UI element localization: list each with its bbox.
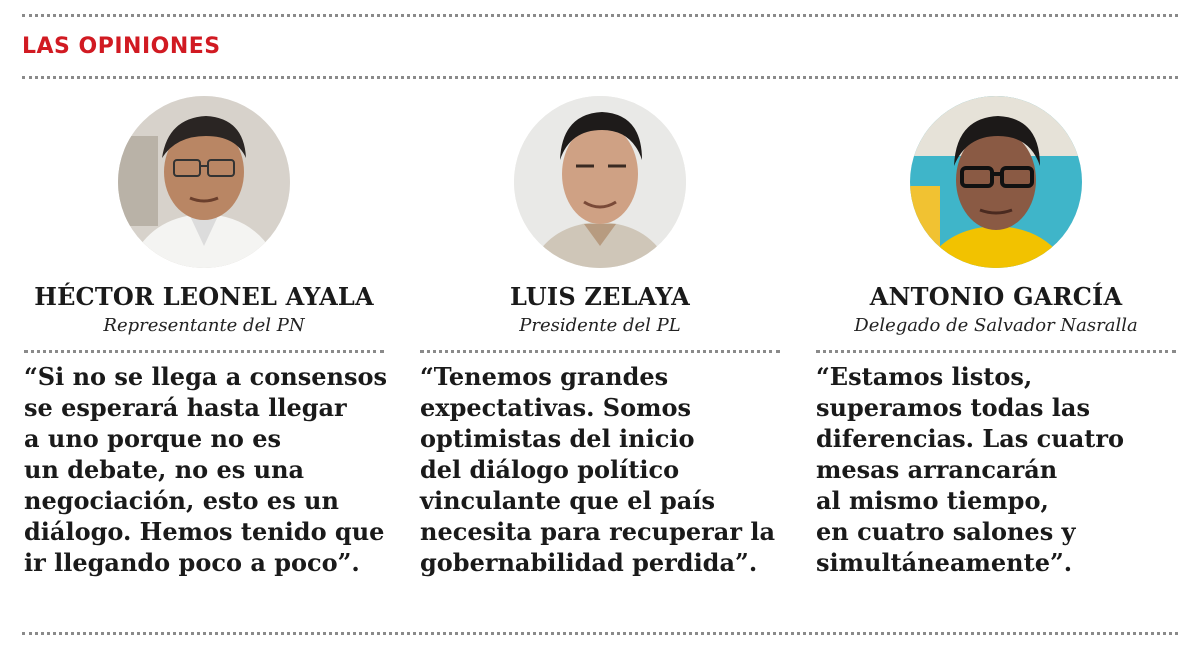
opinion-column [810, 90, 1182, 578]
quote-line: del diálogo político [420, 455, 680, 484]
column-rule [420, 350, 780, 353]
quote-line: diferencias. Las cuatro [816, 424, 1125, 453]
quote-line: “Si no se llega a consensos [24, 362, 387, 391]
person-role: Delegado de Salvador Nasralla [854, 315, 1138, 336]
quote-line: se esperará hasta llegar [24, 393, 347, 422]
quote-line: un debate, no es una [24, 455, 305, 484]
person-name: ANTONIO GARCÍA [869, 282, 1123, 311]
quote-line: en cuatro salones y [816, 517, 1076, 546]
avatar [118, 96, 290, 268]
quote-line: necesita para recuperar la [420, 517, 775, 546]
quote-line: a uno porque no es [24, 424, 282, 453]
quote-line: mesas arrancarán [816, 455, 1058, 484]
quote-line: superamos todas las [816, 393, 1090, 422]
quote-text [420, 361, 782, 578]
portrait-photo [514, 96, 686, 268]
quote-line: al mismo tiempo, [816, 486, 1049, 515]
column-rule [24, 350, 384, 353]
avatar [910, 96, 1082, 268]
title-rule [22, 76, 1178, 79]
quote-line: optimistas del inicio [420, 424, 695, 453]
quote-line: ir llegando poco a poco”. [24, 548, 360, 577]
person-name: HÉCTOR LEONEL AYALA [34, 282, 374, 311]
opinion-column [414, 90, 786, 578]
person-role: Presidente del PL [519, 315, 681, 336]
portrait-photo [118, 96, 290, 268]
bottom-rule [22, 632, 1178, 635]
quote-line: “Tenemos grandes [420, 362, 669, 391]
avatar [514, 96, 686, 268]
portrait-photo [910, 96, 1082, 268]
opinion-column [18, 90, 390, 578]
person-name: LUIS ZELAYA [510, 282, 690, 311]
quote-line: “Estamos listos, [816, 362, 1033, 391]
quote-line: negociación, esto es un [24, 486, 339, 515]
quote-line: simultáneamente”. [816, 548, 1073, 577]
top-rule [22, 14, 1178, 17]
quote-line: gobernabilidad perdida”. [420, 548, 758, 577]
person-role: Representante del PN [103, 315, 305, 336]
quote-line: expectativas. Somos [420, 393, 692, 422]
quote-text [816, 361, 1178, 578]
quote-text [24, 361, 386, 578]
column-rule [816, 350, 1176, 353]
section-title: LAS OPINIONES [22, 34, 221, 59]
quote-line: diálogo. Hemos tenido que [24, 517, 385, 546]
quote-line: vinculante que el país [420, 486, 715, 515]
